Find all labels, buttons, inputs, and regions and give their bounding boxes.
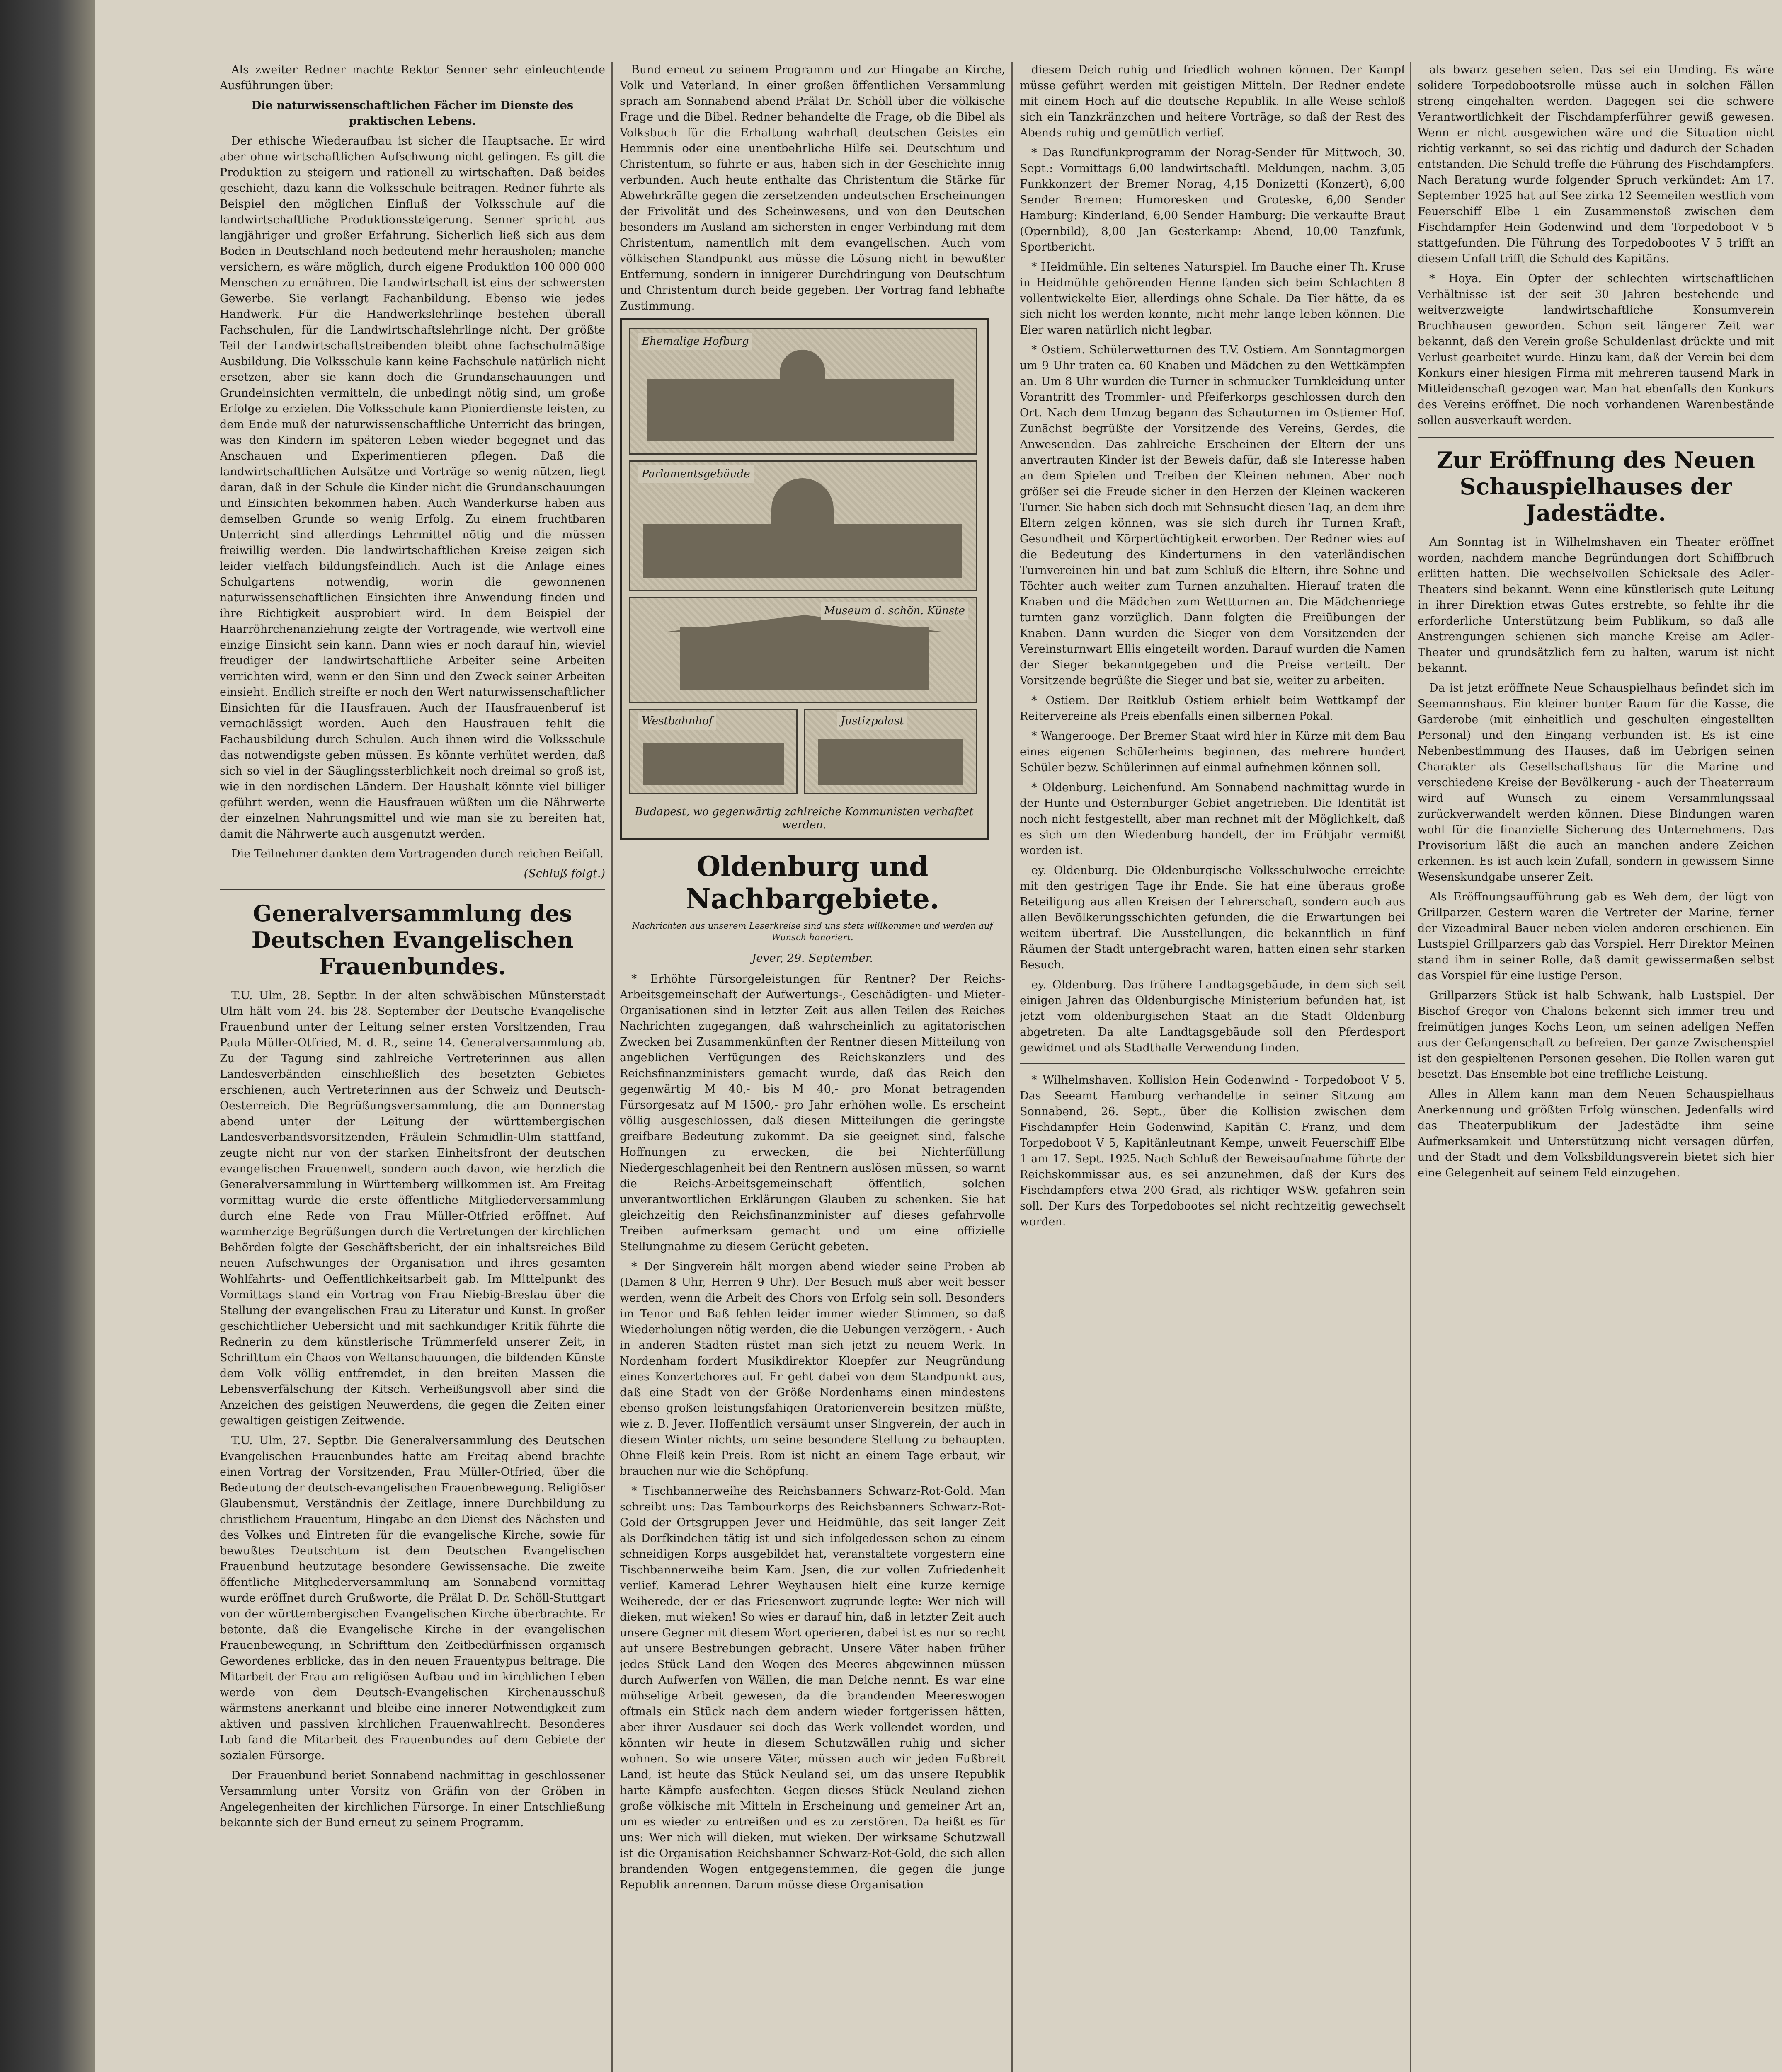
newspaper-page — [95, 0, 1782, 2072]
column-2 — [620, 62, 1005, 2072]
headline-frauenbund: Generalversammlung des Deutschen Evangelischen Frauenbundes. — [251, 900, 574, 980]
article-paragraph: * Wilhelmshaven. Kollision Hein Godenwind - Torpedoboot V 5. Das Seeamt Hamburg verhandelte in seiner Sitzung am Sonnabend, 26. Sept., über die Kollision zwischen dem Fischdampfer Hein Godenwind, Kapitän C. Franz, und dem Torpedoboot V 5, Kapitänleutnant Kempe, unweit Feuerschiff Elbe 1 am 17. Sept. 1925. Nach Schluß der Beweisaufnahme führte der Reichskommissar aus, es sei anzunehmen, daß der Kurs des Fischdampfers etwa 200 Grad, als richtiger WSW. gefahren sein soll. Der Kurs des Torpedobootes sei nicht rechtzeitig gewechselt worden. — [1020, 1074, 1405, 1228]
article-paragraph: * Das Rundfunkprogramm der Norag-Sender für Mittwoch, 30. Sept.: Vormittags 6,00 landwirtschaftl. Meldungen, nachm. 3,05 Funkkonzert der Bremer Norag, 4,15 Donizetti (Konzert), 6,00 Sender Bremen: Humoresken und Groteske, 6,00 Sender Hamburg: Kinderland, 6,00 Sender Hamburg: Die verkaufte Braut (Opernbild), 8,00 Jan Gesterkamp: Abend, 10,00 Tanzfunk, Sportbericht. — [1020, 146, 1405, 254]
divider — [1020, 1063, 1405, 1065]
column-1 — [220, 62, 605, 2072]
article-paragraph: Als Eröffnungsaufführung gab es Weh dem, der lügt von Grillparzer. Gestern waren die Vertreter der Marine, ferner der Vizeadmiral Bauer neben vielen anderen erschienen. Ein Lustspiel Grillparzers gab das Vorspiel. Herr Direktor Meinen stand ihm in seiner Rolle, daß damit gewissermaßen selbst das Vorspiel für eine lustige Person. — [1418, 891, 1774, 982]
article-paragraph: T.U. Ulm, 28. Septbr. In der alten schwäbischen Münsterstadt Ulm hält vom 24. bis 28. September der Deutsche Evangelische Frauenbund unter der Leitung seiner ersten Vorsitzenden, Frau Paula Müller-Otfried, M. d. R., seine 14. Generalversammlung ab. Zu der Tagung sind zahlreiche Vertreterinnen aus allen Landesverbänden einschließlich des besetzten Gebietes erschienen, auch Vertreterinnen aus der Schweiz und Deutsch-Oesterreich. Die Begrüßungsversammlung, die am Donnerstag abend unter der Leitung der württembergischen Landesverbandsvorsitzenden, Fräulein Schmidlin-Ulm stattfand, zeugte nicht nur von der starken Einheitsfront der deutschen evangelischen Frauenwelt, sondern auch davon, wie herzlich die Generalversammlung in Württemberg willkommen ist. Am Freitag vormittag wurde die erste öffentliche Mitgliederversammlung durch eine Rede von Frau Müller-Otfried eröffnet. Auf warmherzige Begrüßungen durch die Vertretungen der kirchlichen Behörden folgte der Geschäftsbericht, der ein inhaltsreiches Bild neuen Aufschwunges der Organisation und ihres gesamten Wohlfahrts- und Oeffentlichkeitsarbeit gab. Im Mittelpunkt des Vormittags stand ein Vortrag von Frau Niebig-Breslau über die Stellung der evangelischen Frau zu Literatur und Kunst. In großer geschichtlicher Uebersicht und mit sachkundiger Kritik führte die Rednerin zu dem künstlerische Trümmerfeld unserer Zeit, in Schrifttum ein Chaos von Weltanschauungen, die bildenden Künste dem Volk völlig entfremdet, in den breiten Massen die Lebensverfälschung der Kitsch. Verheißungsvoll aber sind die Anzeichen des geistigen Neuwerdens, die gegen die Zeiten einer gewaltigen geistigen Zeitwende. — [220, 989, 605, 1427]
headline-schauspielhaus: Zur Eröffnung des Neuen Schauspielhauses der Jadestädte. — [1436, 447, 1755, 526]
column-rule — [1410, 62, 1411, 2072]
column-rule — [611, 62, 613, 2072]
divider — [220, 889, 605, 891]
article-paragraph: Bund erneut zu seinem Programm und zur Hingabe an Kirche, Volk und Vaterland. In einer großen öffentlichen Versammlung sprach am Sonnabend abend Prälat Dr. Schöll über die völkische Frage und die Bibel. Redner behandelte die Frage, ob die Bibel als Volksbuch für die Erhaltung wahrhaft deutschen Geistes ein Hemmnis oder eine unentbehrliche Hilfe sei. Deutschtum und Christentum, so führte er aus, haben sich in der Geschichte innig verbunden. Auch heute enthalte das Christentum die Stärke für Abwehrkräfte gegen die zersetzenden undeutschen Erscheinungen der Frivolität und des Scheinwesens, und von den Deutschen besonders im Ausland am sichersten in enger Verbindung mit dem Christentum, namentlich mit dem evangelischen. Auch vom völkischen Standpunkt aus müsse die Lösung nicht in bewußter Entfernung, sondern in innigerer Durchdringung von Deutschtum und Christentum durch beide gegeben. Der Vortrag fand lebhafte Zustimmung. — [620, 63, 1005, 312]
article-paragraph: als bwarz gesehen seien. Das sei ein Umding. Es wäre solidere Torpedobootsrolle müsse auch in solchen Fällen streng eingehalten werden. Dagegen sei die schwere Verantwortlichkeit der Fischdampferführer gewiß gewesen. Wenn er nicht ausgewichen wäre und die Situation nicht richtig verkannt, so sei das richtig und dadurch der Schaden entstanden. Die Schuld treffe die Führung des Fischdampfers. Nach Beratung wurde folgender Spruch verkündet: Am 17. September 1925 hat auf See zirka 12 Seemeilen westlich vom Feuerschiff Elbe 1 ein Zusammenstoß zwischen dem Fischdampfer Hein Godenwind und dem Torpedoboot V 5 stattgefunden. Die Führung des Torpedobootes V 5 trifft an diesem Unfall trifft die Schuld des Kapitäns. — [1418, 63, 1774, 265]
article-paragraph: ey. Oldenburg. Das frühere Landtagsgebäude, in dem sich seit einigen Jahren das Oldenburgische Ministerium befunden hat, ist jetzt vom oldenburgischen Staat an die Stadt Oldenburg abgetreten. Da alte Landtagsgebäude soll den Pferdesport gewidmet und als Stadthalle Verwendung finden. — [1020, 978, 1405, 1054]
article-paragraph: * Tischbannerweihe des Reichsbanners Schwarz-Rot-Gold. Man schreibt uns: Das Tambourkorps des Reichsbanners Schwarz-Rot-Gold der Ortsgruppen Jever und Heidmühle, das seit langer Zeit als Dorfkindchen tätig ist und sich infolgedessen schon zu einem schneidigen Korps ausgebildet hat, veranstaltete vorgestern eine Tischbannerweihe beim Kam. Jsen, die zur vollen Zufriedenheit verlief. Kamerad Lehrer Weyhausen hielt eine kurze kernige Weiherede, der er das Friesenwort zugrunde legte: Wer nich will dieken, mut wieken! So wies er darauf hin, daß in letzter Zeit auch unsere Gegner mit diesem Wort operieren, dabei ist es nur so recht auf unsere Bestrebungen gebracht. Unsere Väter haben früher jedes Stück Land den Wogen des Meeres abgewinnen müssen durch Aufwerfen von Wällen, die man Deiche nennt. Es war eine mühselige Arbeit gewesen, da die brandenden Meereswogen oftmals ein Stück nach dem andern wieder fortgerissen hätten, aber ihrer Ausdauer sei doch das Werk vollendet worden, und könnten wir heute in diesem Schutzwällen ruhig und sicher wohnen. So wie unsere Väter, müssen auch wir jeden Fußbreit Land, ist heute das Stück Neuland sei, um das unsere Republik harte Kämpfe ausfechten. Gegen dieses Stück Neuland ziehen große völkische mit Mitteln in Erscheinung und gemeiner Art an, um es wieder zu entreißen und es zu zerstören. Da heißt es für uns: Wer nich will dieken, mut wieken. Der wirksame Schutzwall ist die Organisation Reichsbanner Schwarz-Rot-Gold, die sich allen brandenden Wogen entgegenstemmen, die gegen die junge Republik anrennen. Darum müsse diese Organisation — [620, 1485, 1005, 1891]
article-paragraph: Der ethische Wiederaufbau ist sicher die Hauptsache. Er wird aber ohne wirtschaftlichen Aufschwung nicht gelingen. Es gilt die Produktion zu steigern und rationell zu wirtschaften. Daß beides geschieht, dazu kann die Volksschule beitragen. Redner führte als Beispiel den möglichen Einfluß der Volksschule auf die landwirtschaftliche Produktionssteigerung. Senner spricht aus langjähriger und großer Erfahrung. Sicherlich ließ sich aus dem Boden in Deutschland noch bedeutend mehr herausholen; manche versichern, es wäre möglich, durch eigene Produktion 100 000 000 Menschen zu ernähren. Die Landwirtschaft ist eins der schwersten Gewerbe. Sie verlangt Fachanbildung. Ebenso wie jedes Handwerk. Für die Handwerkslehrlinge bestehen überall Fachschulen, für die Landwirtschaftslehrlinge nicht. Der größte Teil der Landwirtschaftstreibenden bleibt ohne fachschulmäßige Ausbildung. Die Volksschule kann keine Fachschule natürlich nicht ersetzen, aber sie kann doch die Grundanschauungen und Grundeinsichten vermitteln, die unbedingt nötig sind, um große Erfolge zu erzielen. Die Volksschule kann Pionierdienste leisten, zu dem Ende muß der naturwissenschaftliche Unterricht das bringen, was den Kindern im späteren Leben wieder begegnet und das Anschauen und Experimentieren pflegen. Daß die landwirtschaftlichen Aufsätze und Vorträge so wenig nützen, liegt daran, daß in der Schule die Kinder nicht die Grundanschauungen und Einsichten bekommen haben. Auch Wanderkurse haben aus demselben Grunde so wenig Erfolg. Zu einem fruchtbaren Unterricht sind allerdings Lehrmittel nötig und die müssen freiwillig werden. Die landwirtschaftlichen Kreise zeigen sich leider vielfach bildungsfeindlich. Auch ist die Anlage eines Schulgartens notwendig, worin die gewonnenen naturwissenschaftlichen Einsichten ihre Anwendung finden und ihre Richtigkeit ausprobiert wird. In dem Beispiel der Haarröhrchenanziehung zeigte der Vortragende, wie wertvoll eine einzige Einsicht sein kann. Dann wies er noch darauf hin, wieviel freudiger der landwirtschaftliche Arbeiter seine Arbeiten verrichten wird, wenn er den Sinn und den Zweck seiner Arbeiten einsieht. Endlich streifte er noch den Wert naturwissenschaftlicher Einsichten für die Hausfrauen. Auch der Hausfrauenberuf ist vernachlässigt worden. Auch den Hausfrauen fehlt die Fachausbildung durch Schulen. Auch ihnen wird die Volksschule das notwendigste geben müssen. Es könnte verhütet werden, daß sich so viel in der Säuglingssterblichkeit noch dreimal so groß ist, wie in den nordischen Ländern. Der Haushalt könnte viel billiger geführt werden, wenn die Hausfrauen wüßten um die Nährwerte der einzelnen Nahrungsmittel und wie man sie zu bereiten hat, damit die Nährwerte auch ausgenutzt werden. — [220, 135, 605, 840]
column-3 — [1020, 62, 1405, 2072]
illustration-label: Museum d. schön. Künste — [821, 602, 968, 620]
column-rule — [1011, 62, 1013, 2072]
article-paragraph: Alles in Allem kann man dem Neuen Schauspielhaus Anerkennung und größten Erfolg wünschen. Jedenfalls wird das Theaterpublikum der Jadestädte ihm seine Aufmerksamkeit und Unterstützung nicht versagen dürfen, und der Stadt und dem Volksbildungsverein bietet sich hier eine Gelegenheit auf seinem Feld einzugehen. — [1418, 1088, 1774, 1179]
illustration-label: Parlamentsgebäude — [638, 465, 754, 483]
article-paragraph: * Ostiem. Schülerwetturnen des T.V. Ostiem. Am Sonntagmorgen um 9 Uhr traten ca. 60 Knaben und Mädchen zu den Wettkämpfen an. Um 8 Uhr wurden die Turner in schmucker Turnkleidung unter Vorantritt des Trommler- und Pfeiferkorps geschlossen durch den Ort. Nach dem Umzug begann das Schauturnen im Ostiemer Hof. Zunächst begrüßte der Vorsitzende des Vereins, Gerdes, die Anwesenden. Das zahlreiche Erscheinen der Eltern der uns anvertrauten Kinder ist der Beweis dafür, daß sie Interesse haben an dem Spielen und Treiben der Kleinen nehmen. Aber noch größer sei die Freude sicher in den Herzen der Kleinen wackeren Turner. Sie haben sich doch mit Sehnsucht diesen Tag, an dem ihre Eltern zeigen können, was sie sich durch ihr Turnen Kraft, Gesundheit und Körpertüchtigkeit erworben. Der Redner wies auf die Bedeutung des Kinderturnens in den vaterländischen Turnvereinen hin und bat zum Schluß die Eltern, ihre Söhne und Töchter auch weiter zum Turnen anzuhalten. Hierauf traten die Knaben und die Mädchen zum Wettturnen an. Die Mädchenriege turnten ganz vorzüglich. Dann folgten die Freiübungen der Knaben. Dann wurden die Sieger von dem Vorsitzenden der Vereinsturnwart Ellis eingeteilt worden. Darauf wurden die Namen der Sieger bekanntgegeben und die Preise verteilt. Der Vorsitzende begrüßte die Sieger und bat sie, weiter zu arbeiten. — [1020, 344, 1405, 687]
budapest-illustration — [620, 318, 989, 840]
article-subheading: Die naturwissenschaftlichen Fächer im Dienste des praktischen Lebens. — [251, 99, 574, 128]
article-paragraph: T.U. Ulm, 27. Septbr. Die Generalversammlung des Deutschen Evangelischen Frauenbundes hatte am Freitag abend brachte einen Vortrag der Vorsitzenden, Frau Müller-Otfried, über die Bedeutung der deutsch-evangelischen Frauenbewegung. Religiöser Glaubensmut, Verständnis der Zeitlage, innere Durchbildung zu christlichem Frauentum, Hingabe an den Dienst des Nächsten und des Volkes und Eintreten für die evangelische Kirche, sowie für bewußtes Deutschtum ist dem Deutschen Evangelischen Frauenbund heutzutage besondere Gewissensache. Die zweite öffentliche Mitgliederversammlung am Sonnabend vormittag wurde eröffnet durch Grußworte, die Prälat D. Dr. Schöll-Stuttgart von der württembergischen Evangelischen Kirche überbrachte. Er betonte, daß die Evangelische Kirche in der evangelischen Frauenbewegung, in Schrifttum den Zeitbedürfnissen organisch Gewordenes erblicke, das in den neuen Frauentypus beitrage. Die Mitarbeit der Frau am religiösen Aufbau und im kirchlichen Leben werde von dem Deutsch-Evangelischen Kirchenausschuß wärmstens anerkannt und bleibe eine innerer Notwendigkeit zum aktiven und passiven kirchlichen Frauenwahlrecht. Besonderes Lob fand die Mitarbeit des Frauenbundes auf dem Gebiete der sozialen Fürsorge. — [220, 1434, 605, 1762]
article-paragraph: ey. Oldenburg. Die Oldenburgische Volksschulwoche erreichte mit den gestrigen Tage ihr Ende. Sie hat eine überaus große Beteiligung aus allen Kreisen der Lehrerschaft, sondern auch aus allen Bevölkerungsschichten gefunden, die die Erwartungen bei weitem übertraf. Die Ausstellungen, die bekanntlich in fünf Räumen der Stadt untergebracht waren, hatten einen sehr starken Besuch. — [1020, 864, 1405, 971]
article-paragraph: Da ist jetzt eröffnete Neue Schauspielhaus befindet sich im Seemannshaus. Ein kleiner bunter Raum für die Kasse, die Garderobe (mit einheitlich und geschulten eingestellten Personal) und den Eingang verbunden ist. Es ist eine Nebenbestimmung des Hauses, daß im Uebrigen seinen Charakter als Gesellschaftshaus für die Marine und verschiedene Kreise der Bevölkerung - auch der Theaterraum wird auf Wunsch zu einem Versammlungssaal zurückverwandelt werden können. Diese Bindungen waren wohl für die finanzielle Sicherung des Unternehmens. Das Provisorium läßt die auch an manchen andere Zeichen erkennen. Es ist auch kein Zufall, sondern in gewissem Sinne Wesenskundgabe unserer Zeit. — [1418, 682, 1774, 884]
illustration-label: Justizpalast — [837, 712, 907, 730]
article-paragraph: Grillparzers Stück ist halb Schwank, halb Lustspiel. Der Bischof Gregor von Chalons bekennt sich immer treu und freimütigen junges Kochs Leon, um seinen adeligen Neffen aus der Gefangenschaft zu befreien. Der ganze Zwischenspiel ist den gespieltenen Personen gesehen. Die Rollen waren gut besetzt. Das Ensemble bot eine treffliche Leistung. — [1418, 989, 1774, 1081]
article-paragraph: * Hoya. Ein Opfer der schlechten wirtschaftlichen Verhältnisse ist der seit 30 Jahren bestehende und weitverzweigte landwirtschaftliche Konsumverein Bruchhausen geworden. Schon seit längerer Zeit war bekannt, daß den Verein große Schuldenlast drückte und mit Verlust gearbeitet wurde. Hinzu kam, daß der Verein bei dem Konkurs einer hiesigen Firma mit mehreren tausend Mark in Mitleidenschaft gezogen war. Man hat ebenfalls den Konkurs des Vereins eröffnet. Die noch vorhandenen Warenbestände sollen ausverkauft werden. — [1418, 272, 1774, 427]
illustration-caption: Budapest, wo gegenwärtig zahlreiche Kommunisten verhaftet werden. — [635, 806, 974, 831]
illustration-label: Ehemalige Hofburg — [638, 333, 752, 350]
article-paragraph: Der Frauenbund beriet Sonnabend nachmittag in geschlossener Versammlung unter Vorsitz von Gräfin von der Gröben in Angelegenheiten der kirchlichen Fürsorge. In einer Entschließung bekannte sich der Bund erneut zu seinem Programm. — [220, 1769, 605, 1829]
article-paragraph: * Oldenburg. Leichenfund. Am Sonnabend nachmittag wurde in der Hunte und Osternburger Gebiet angetrieben. Die Identität ist noch nicht festgestellt, aber man rechnet mit der Möglichkeit, daß es sich um den Wiedenburg handelt, der im Frühjahr vermißt worden ist. — [1020, 781, 1405, 857]
article-paragraph: Die Teilnehmer dankten dem Vortragenden durch reichen Beifall. — [231, 847, 604, 860]
article-paragraph: Als zweiter Redner machte Rektor Senner sehr einleuchtende Ausführungen über: — [220, 63, 605, 92]
headline-oldenburg: Oldenburg und Nachbargebiete. — [686, 850, 939, 915]
article-paragraph: * Erhöhte Fürsorgeleistungen für Rentner? Der Reichs-Arbeitsgemeinschaft der Aufwertungs-, Geschädigten- und Mieter-Organisationen sind in letzter Zeit aus allen Teilen des Reiches Nachrichten zugegangen, daß wahrscheinlich zu agitatorischen Zwecken bei Zusammenkünften der Rentner diesen Mitteilung von angeblichen Verfügungen des Reichskanzlers und des Reichsfinanzministers gemacht wurde, daß das Reich den gegenwärtig M 40,- bis M 40,- pro Monat betragenden Fürsorgesatz auf M 1500,- pro Jahr erhöhen wolle. Es erscheint völlig ausgeschlossen, daß diesen Mitteilungen die geringste greifbare Bedeutung zukommt. Da sie geeignet sind, falsche Hoffnungen zu erwecken, die bei Nichterfüllung Niedergeschlagenheit bei den Rentnern auslösen müssen, so warnt die Reichs-Arbeitsgemeinschaft öffentlich, solchen unverantwortlichen Erklärungen Glauben zu schenken. Sie hat gleichzeitig den Reichsfinanzminister auf dieses gefahrvolle Treiben aufmerksam gemacht und um eine offizielle Stellungnahme zu diesem Gerücht gebeten. — [620, 973, 1005, 1253]
article-paragraph: Am Sonntag ist in Wilhelmshaven ein Theater eröffnet worden, nachdem manche Begründungen dort Schiffbruch erlitten hatten. Die wechselvollen Schicksale des Adler-Theaters sind bekannt. Wenn eine künstlerisch gute Leitung in ihrer Direktion etwas Gutes erstrebte, so fehlte ihr die erforderliche Unterstützung beim Publikum, so daß alle Anstrengungen schienen sich manche Kreise am Adler-Theater und grundsätzlich fern zu halten, warum ist nicht bekannt. — [1418, 536, 1774, 675]
article-paragraph: * Ostiem. Der Reitklub Ostiem erhielt beim Wettkampf der Reitervereine als Preis ebenfalls einen silbernen Pokal. — [1020, 694, 1405, 723]
article-paragraph: * Der Singverein hält morgen abend wieder seine Proben ab (Damen 8 Uhr, Herren 9 Uhr). Der Besuch muß aber weit besser werden, wenn die Arbeit des Chors von Erfolg sein soll. Besonders im Tenor und Baß fehlen leider immer wieder Stimmen, so daß Wiederholungen nötig werden, die die Uebungen verzögern. - Auch in anderen Städten rüstet man sich jetzt zu neuem Werk. In Nordenham fordert Musikdirektor Kloepfer zur Neugründung eines Konzertchores auf. Er geht dabei von dem Standpunkt aus, daß eine Stadt von der Größe Nordenhams einen mindestens ebenso großen leistungsfähigen Oratorienverein besitzen müßte, wie z. B. Jever. Hoffentlich versäumt unser Singverein, der auch in diesem Winter nichts, um seine besondere Stellung zu behaupten. Ohne Fleiß kein Preis. Rom ist nicht an einem Tage erbaut, wir brauchen nur wie die Schöpfung. — [620, 1260, 1005, 1478]
continued-note: (Schluß folgt.) — [524, 867, 605, 880]
illustration-label: Westbahnhof — [638, 712, 716, 730]
article-paragraph: * Wangerooge. Der Bremer Staat wird hier in Kürze mit dem Bau eines eigenen Schülerheims beginnen, das mehrere hundert Schüler bezw. Schülerinnen auf einmal aufnehmen können soll. — [1020, 730, 1405, 774]
article-paragraph: * Heidmühle. Ein seltenes Naturspiel. Im Bauche einer Th. Kruse in Heidmühle gehörenden Henne fanden sich beim Schlachten 8 vollentwickelte Eier, allerdings ohne Schale. Da Tier hätte, da es sich nicht los werden konnte, nicht mehr lange leben können. Die Eier waren natürlich nicht legbar. — [1020, 261, 1405, 336]
column-4 — [1418, 62, 1774, 2072]
book-binding-edge — [0, 0, 95, 2072]
article-paragraph: diesem Deich ruhig und friedlich wohnen können. Der Kampf müsse geführt werden mit geistigen Mitteln. Der Redner endete mit einem Hoch auf die deutsche Republik. In alle Weise schloß sich ein Tanzkränzchen und heitere Vorträge, so daß der Rest des Abends ruhig und gemütlich verlief. — [1020, 63, 1405, 139]
section-subtitle: Nachrichten aus unserem Leserkreise sind uns stets willkommen und werden auf Wunsch honoriert. — [632, 921, 993, 942]
dateline: Jever, 29. September. — [752, 952, 873, 965]
divider — [1418, 436, 1774, 438]
